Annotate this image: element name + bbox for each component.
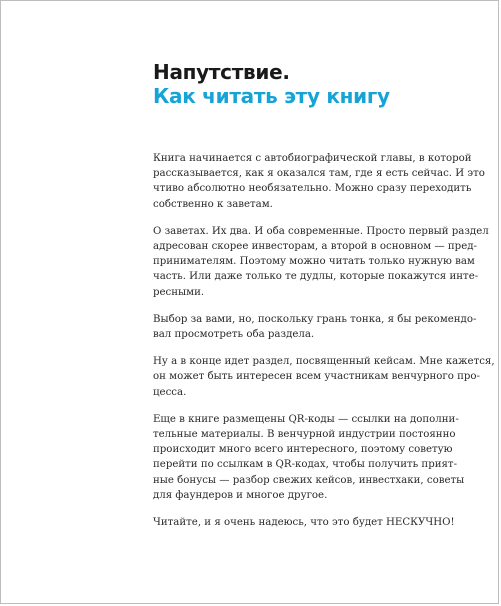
text-line: Выбор за вами, но, поскольку грань тонка, я бы рекомендо-	[153, 313, 477, 325]
text-line: происходит много всего интересного, поэтому советую	[153, 444, 453, 456]
text-line: для фаундеров и многое другое.	[153, 489, 328, 501]
paragraph	[153, 412, 483, 503]
text-line: адресован скорее инвесторам, а второй в основном — пред-	[153, 241, 477, 253]
text-line: рассказывается, как я оказался там, где я есть сейчас. И это	[153, 168, 485, 180]
text-line: цесса.	[153, 386, 187, 398]
text-line: Книга начинается с автобиографической главы, в которой	[153, 153, 472, 164]
text-line: ресными.	[153, 286, 205, 298]
chapter-heading	[153, 60, 483, 108]
text-line: чтиво абсолютно необязательно. Можно сразу переходить	[153, 183, 472, 195]
text-line: ные бонусы — разбор свежих кейсов, инвестхаки, советы	[153, 474, 465, 486]
paragraph	[153, 354, 495, 400]
text-line: часть. Или даже только те дудлы, которые покажутся инте-	[153, 271, 479, 283]
text-line: тельные материалы. В венчурной индустрии постоянно	[153, 429, 456, 441]
text-line: перейти по ссылкам в QR-кодах, чтобы получить прият-	[153, 459, 458, 471]
body-text	[153, 151, 495, 542]
paragraph	[153, 312, 483, 342]
text-line: вал просмотреть оба раздела.	[153, 329, 315, 341]
text-line: принимателям. Поэтому можно читать только нужную вам	[153, 256, 475, 268]
paragraph	[153, 224, 489, 300]
text-line: Ну а в конце идет раздел, посвященный кейсам. Мне кажется,	[153, 356, 495, 368]
chapter-title: Напутствие.	[153, 60, 290, 84]
paragraph	[153, 151, 483, 212]
text-line: Читайте, и я очень надеюсь, что это будет НЕСКУЧНО!	[153, 517, 455, 529]
chapter-subtitle: Как читать эту книгу	[153, 84, 390, 108]
paragraph	[153, 515, 483, 530]
text-line: он может быть интересен всем участникам венчурного про-	[153, 371, 480, 383]
text-line: собственно к заветам.	[153, 198, 273, 210]
text-line: О заветах. Их два. И оба современные. Просто первый раздел	[153, 225, 489, 237]
text-line: Еще в книге размещены QR-коды — ссылки на дополни-	[153, 413, 459, 425]
